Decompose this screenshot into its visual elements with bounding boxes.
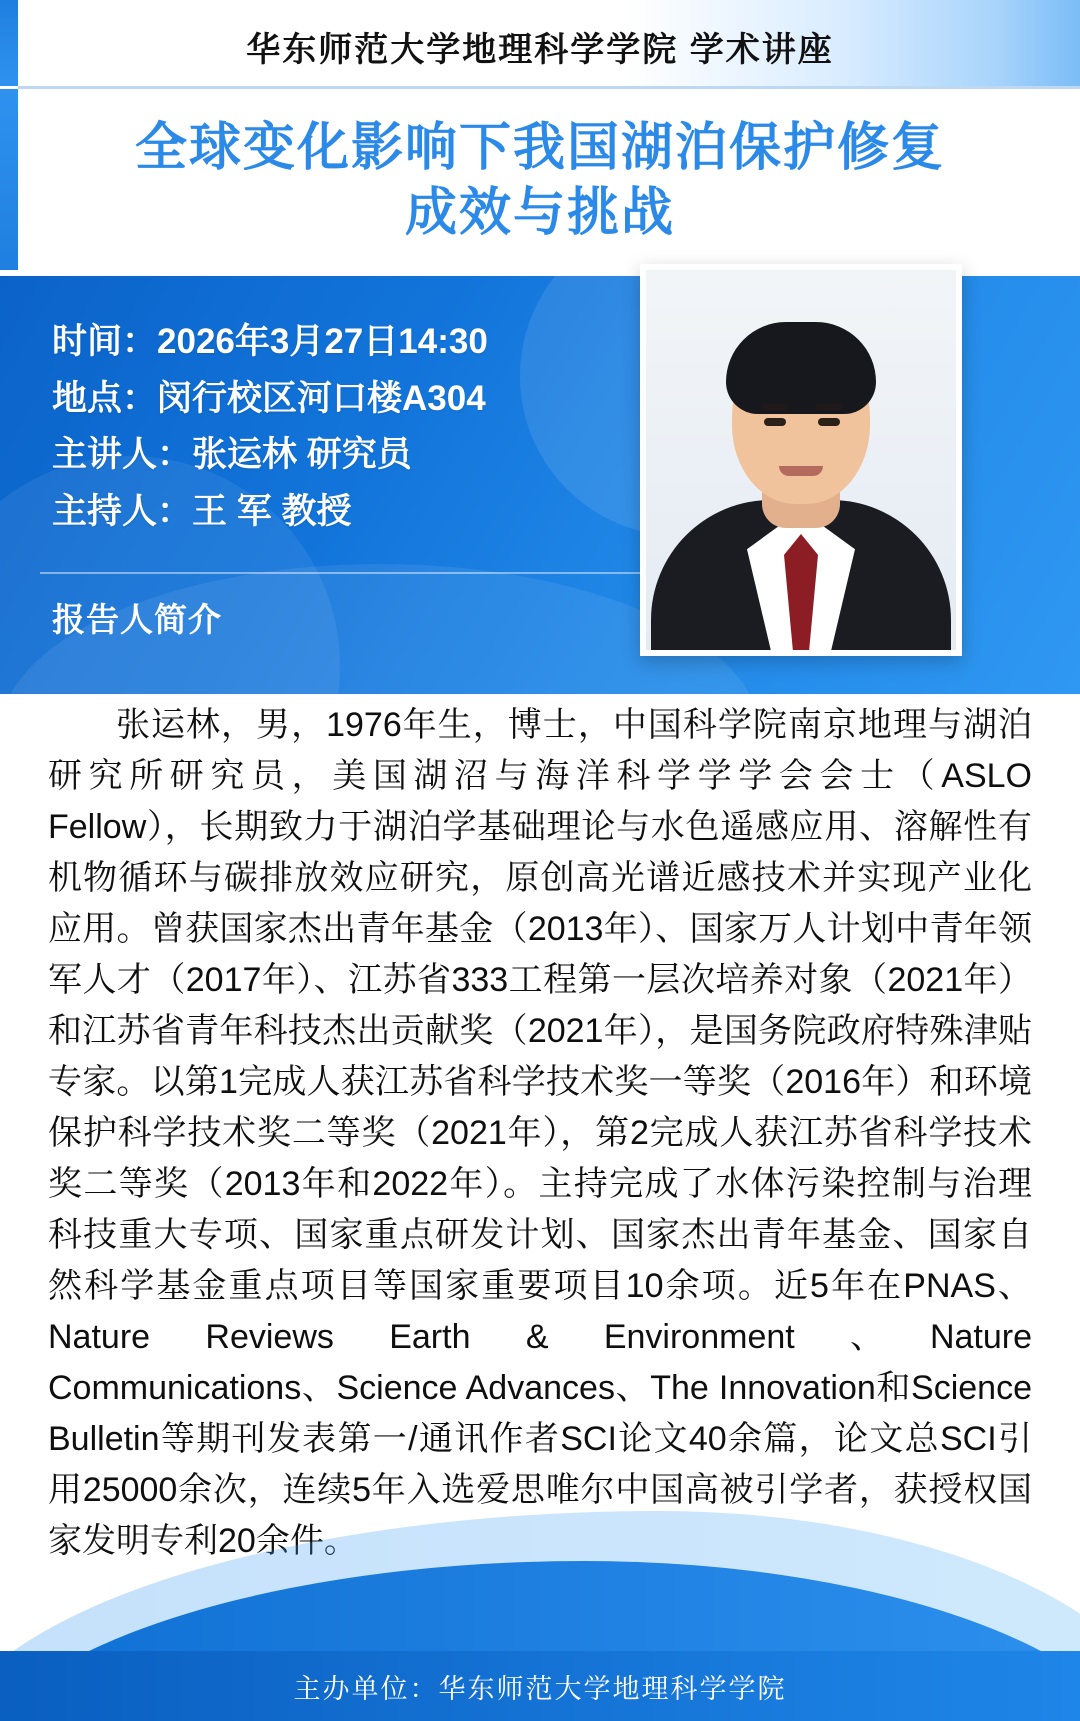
info-label-time: 时间： — [52, 322, 158, 361]
info-label-speaker: 主讲人： — [52, 435, 193, 475]
info-label-location: 地点： — [52, 378, 158, 418]
title-zone — [0, 100, 1080, 270]
info-list — [52, 314, 632, 541]
portrait-eye-right — [818, 418, 840, 426]
info-row-time — [52, 314, 632, 371]
info-row-speaker — [52, 427, 632, 484]
portrait-mouth — [779, 466, 823, 476]
info-label-host: 主持人： — [52, 492, 193, 532]
info-row-location — [52, 371, 632, 428]
footer-bar — [0, 1651, 1080, 1721]
bio-text: 张运林，男，1976年生，博士，中国科学院南京地理与湖泊研究所研究员，美国湖沼与海洋科学学学会会士（ASLO Fellow），长期致力于湖泊学基础理论与水色遥感应用、溶解性有机物循环与碳排放效应研究，原创高光谱近感技术并实现产业化应用。曾获国家杰出青年基金（2013年）、国家万人计划中青年领军人才（2017年）、江苏省333工程第一层次培养对象（2021年）和江苏省青年科技杰出贡献奖（2021年），是国务院政府特殊津贴专家。以第1完成人获江苏省科学技术奖一等奖（2016年）和环境保护科学技术奖二等奖（2021年），第2完成人获江苏省科学技术奖二等奖（2013年和2022年）。主持完成了水体污染控制与治理科技重大专项、国家重点研发计划、国家杰出青年基金、国家自然科学基金重点项目等国家重要项目10余项。近5年在PNAS、Nature Reviews Earth & Environment 、Nature Communications、Science Advances、The Innovation和Science Bulletin等期刊发表第一/通讯作者SCI论文40余篇，论文总SCI引用25000余次，连续5年入选爱思唯尔中国高被引学者，获授权国家发明专利20余件。 — [48, 706, 1033, 1560]
info-row-host — [52, 484, 632, 541]
page-title — [0, 100, 1080, 246]
portrait-brow-right — [815, 404, 843, 410]
speaker-portrait — [640, 264, 962, 656]
info-value-time: 2026年3月27日14:30 — [157, 322, 488, 361]
info-divider — [40, 572, 640, 574]
info-value-location: 闵行校区河口楼A304 — [157, 378, 486, 418]
portrait-brow-left — [761, 404, 789, 410]
bio-section-heading: 报告人简介 — [52, 601, 222, 638]
organization-title: 华东师范大学地理科学学院 学术讲座 — [246, 31, 834, 69]
info-value-speaker: 张运林 研究员 — [192, 435, 412, 475]
portrait-hair — [726, 322, 876, 414]
header-divider — [18, 86, 1080, 89]
info-value-host: 王 军 教授 — [192, 492, 352, 532]
header-band — [0, 0, 1080, 86]
page-title-line-1: 全球变化影响下我国湖泊保护修复 — [134, 119, 945, 177]
footer-text: 主办单位：华东师范大学地理科学学院 — [293, 1673, 787, 1704]
page-title-line-2: 成效与挑战 — [404, 184, 675, 242]
portrait-eye-left — [764, 418, 786, 426]
